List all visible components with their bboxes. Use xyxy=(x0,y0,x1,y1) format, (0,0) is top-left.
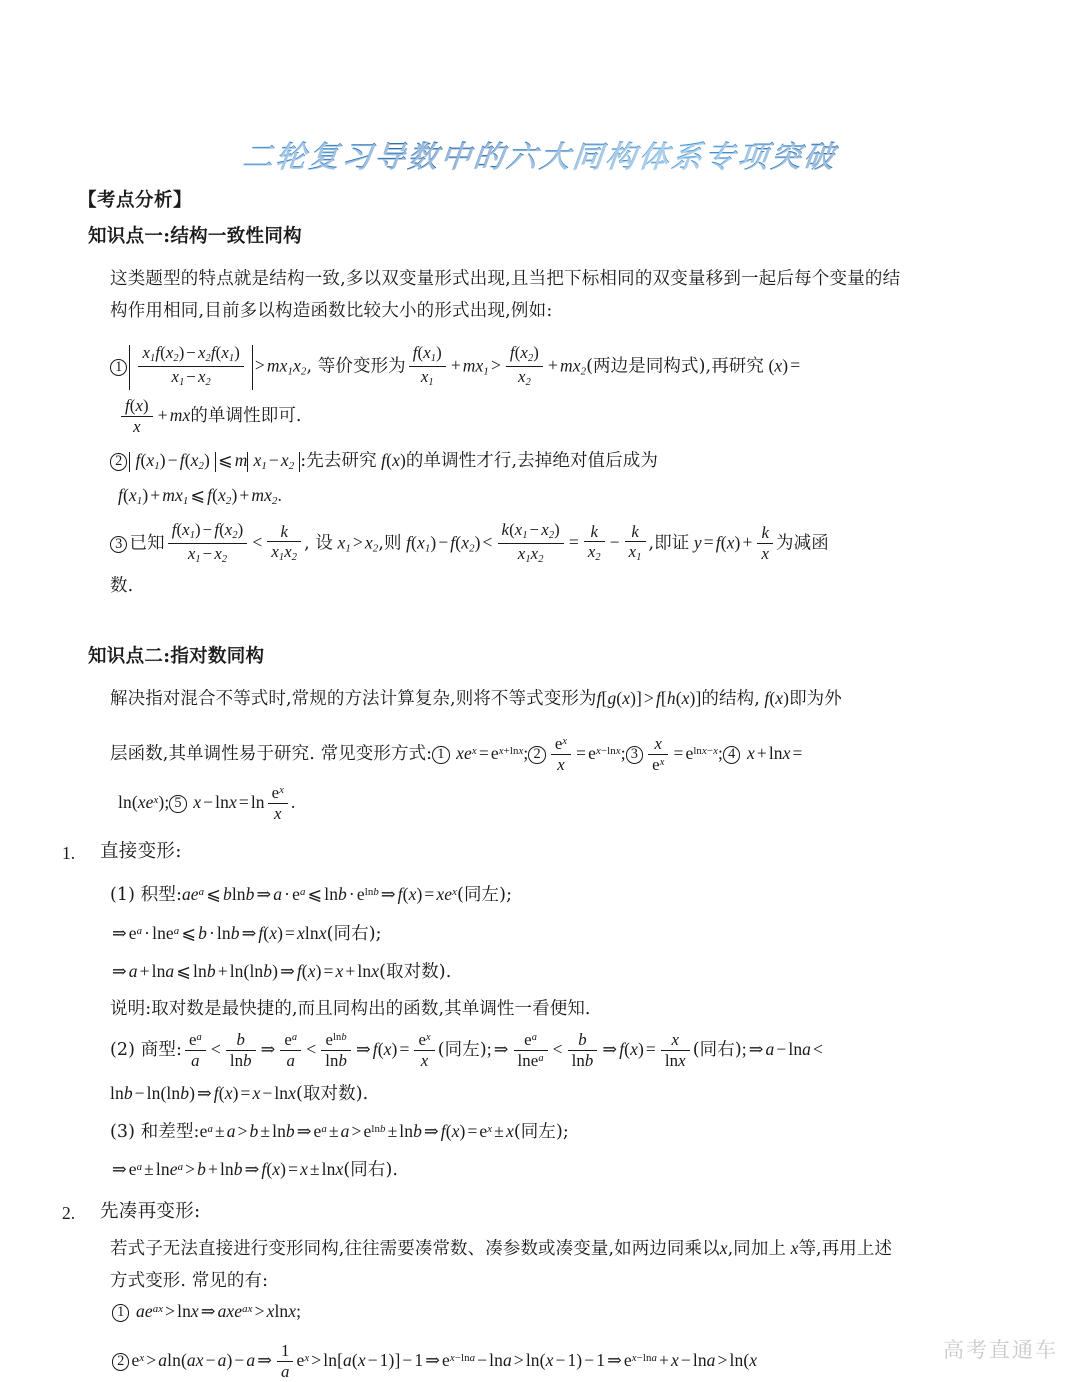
formula-product-type-line-2: ⇒ $e^a \cdot \ln e^a$ ⩽ b · lnb ⇒ f(x) = xlnx(同右); xyxy=(112,923,382,944)
explanation-label: 说明: xyxy=(110,999,152,1019)
explanation-note xyxy=(110,1001,591,1019)
product-type-tail: (同左); xyxy=(457,885,513,905)
list-number: 2. xyxy=(62,1203,76,1223)
list2-text-a: 若式子无法直接进行变形同构,往往需要凑常数、凑参数或凑变量,如两边同乘以 xyxy=(110,1239,720,1259)
kp1-formula-3-text-c: ,即证 xyxy=(648,533,690,554)
circled-number-2: 2 xyxy=(528,746,545,763)
kp2-text-a: 解决指对混合不等式时,常规的方法计算复杂,则将不等式变形为 xyxy=(110,689,597,709)
list2-text-c: 等,再用上述 xyxy=(798,1239,893,1259)
formula-pre-fit-1: 1 $ae^{ax} > \ln x$ ⇒ axe$^{ax}$ > xlnx; xyxy=(112,1303,301,1322)
sumdiff-type-tail: (同左); xyxy=(513,1122,569,1142)
absolute-value-group: $\frac{x_1f(x_2) - x_2f(x_1)}{x_1 - x_2}$ xyxy=(129,345,252,390)
page-title: 二轮复习导数中的六大同构体系专项突破 xyxy=(0,132,1080,176)
exam-analysis-header: 【考点分析】 xyxy=(78,190,193,211)
circled-number-2: 2 xyxy=(112,1353,129,1370)
list-item-2-paragraph-line-1: 若式子无法直接进行变形同构,往往需要凑常数、凑参数或凑变量,如两边同乘以x,同加上 x等,再用上述 xyxy=(110,1238,893,1259)
circled-number-5: 5 xyxy=(169,795,186,812)
list-item-1-number xyxy=(62,843,75,864)
product-type-tail-3: (取对数). xyxy=(379,962,452,982)
circled-number-4: 4 xyxy=(723,746,740,763)
kp1-formula-3-text-b: ,则 xyxy=(378,533,402,554)
formula-pre-fit-2: 2 $e^x > aln(ax - a) - a$ ⇒ $\frac{1}{a}$ $e^x > \ln[a(x - 1)] - 1$ ⇒ $e^{x-lna} - \ln a > \ln(x - 1) - 1$ ⇒ $e^{x-lna} + x - \ln a > \ln(x$ xyxy=(112,1343,757,1381)
sumdiff-type-label: (3) 和差型: xyxy=(110,1122,200,1142)
circled-number-1: 1 xyxy=(110,359,127,376)
kp2-paragraph-line-1: 解决指对混合不等式时,常规的方法计算复杂,则将不等式变形为f[g(x)] > f[h(x)]的结构, f(x)即为外 xyxy=(110,688,842,709)
formula-sumdiff-type-line-2: ⇒ $e^a \pm \ln e^a > b + \ln b$ ⇒ f(x) = x ± lnx(同右). xyxy=(112,1159,399,1180)
kp2-paragraph-line-2: 层函数,其单调性易于研究. 常见变形方式: 1 $xe^x = e^{x+lnx}$; 2 $\frac{e^x}{x}$ = $e^{x-lnx}$; 3 $\frac{x}{e^x}$ = $e^{lnx-x}$; 4 x + lnx = xyxy=(110,734,803,774)
kp1-paragraph-line-2: 构作用相同,目前多以构造函数比较大小的形式出现,例如: xyxy=(110,301,553,321)
product-type-tail-2: (同右); xyxy=(326,924,382,944)
list-item-2-number xyxy=(62,1203,75,1224)
quotient-type-label: (2) 商型: xyxy=(110,1040,182,1061)
circled-number-2: 2 xyxy=(110,453,127,470)
kp1-formula-1-text-b: (两边是同构式),再研究 xyxy=(586,356,765,377)
circled-number-1: 1 xyxy=(112,1304,129,1321)
kp1-formula-3-text-a: , 设 xyxy=(304,533,334,554)
tongzuo-label-1: (同左) xyxy=(437,1040,487,1061)
circled-number-3: 3 xyxy=(110,536,127,553)
kp1-formula-2-text-a: :先去研究 xyxy=(300,451,377,471)
explanation-text: 取对数是最快捷的,而且同构出的函数,其单调性一看便知. xyxy=(151,999,591,1019)
kp1-formula-3-label: 已知 xyxy=(129,533,165,554)
kp1-formula-1: 1 $\frac{x_1f(x_2) - x_2f(x_1)}{x_1 - x_2}$ > $mx_1x_2$, 等价变形为 $\frac{f(x_1)}{x_1}$ + $mx_1$ > $\frac{f(x_2)}{x_2}$ + $mx_2$(两边是同构式),再研究 (x) = xyxy=(110,345,802,390)
formula-product-type-line-3: ⇒ a + lna ⩽ lnb + ln(lnb) ⇒ f(x) = x + lnx(取对数). xyxy=(112,961,452,982)
kp2-text-d: 层函数,其单调性易于研究. 常见变形方式: xyxy=(110,744,433,765)
list-item-2-paragraph-line-2: 方式变形. 常见的有: xyxy=(110,1271,269,1291)
kp2-text-c: 即为外 xyxy=(789,689,842,709)
sumdiff-type-tail-2: (同右). xyxy=(343,1160,399,1180)
knowledge-point-2-heading: 知识点二:指对数同构 xyxy=(88,646,265,667)
formula-sumdiff-type-line-1: (3) 和差型$:e^a \pm a > b \pm \ln b$ ⇒ $e^a \pm a > e^{lnb} \pm \ln b$ ⇒ $f(x) = e^x \pm x$(同左); xyxy=(110,1121,569,1142)
knowledge-point-1-heading: 知识点一:结构一致性同构 xyxy=(88,226,302,247)
formula-product-type-line-1: (1) 积型$:ae^a$ ⩽ blnb ⇒ $a \cdot e^a$ ⩽ $\ln b \cdot e^{lnb}$ ⇒ $f(x) = xe^x$(同左); xyxy=(110,884,513,905)
kp1-formula-2-text-b: 的单调性才行,去掉绝对值后成为 xyxy=(405,451,658,471)
kp1-paragraph-line-1: 这类题型的特点就是结构一致,多以双变量形式出现,且当把下标相同的双变量移到一起后每个变量的结 xyxy=(110,269,901,289)
circled-number-1: 1 xyxy=(432,746,449,763)
product-type-label: (1) 积型: xyxy=(110,885,182,905)
quotient-type-tail: (取对数). xyxy=(296,1084,369,1104)
list-number: 1. xyxy=(62,843,76,863)
kp1-formula-2: 2 $f(x_1) - f(x_2)$ ⩽ m $x_1 - x_2$ :先去研究 f(x)的单调性才行,去掉绝对值后成为 xyxy=(110,452,658,472)
kp2-line3-tail: . xyxy=(290,792,296,813)
watermark: 高考直通车 xyxy=(943,1338,1058,1362)
kp1-formula-3: 3 已知 $\frac{f(x_1) - f(x_2)}{x_1 - x_2}$ < $\frac{k}{x_1x_2}$ , 设 $x_1 > x_2$,则 $f(x_1) - f(x_2)$ < $\frac{k(x_1 - x_2)}{x_1x_2}$ = $\frac{k}{x_2}$ − $\frac{k}{x_1}$ ,即证 y = f(x) + $\frac{k}{x}$ 为减函 xyxy=(110,522,829,567)
kp1-formula-3-text-d: 为减函 xyxy=(776,533,829,554)
kp2-paragraph-line-3: $\ln(xe^x)$; 5 x − lnx = ln $\frac{e^x}{x}$ . xyxy=(118,783,296,823)
circled-number-3: 3 xyxy=(626,746,643,763)
list-item-1-title: 直接变形: xyxy=(100,841,182,862)
kp1-formula-2-cont: $f(x_1) + mx_1$ ⩽ $f(x_2) + mx_2$. xyxy=(118,485,282,508)
formula-quotient-type-line-2: lnb − ln(lnb) ⇒ f(x) = x − lnx(取对数). xyxy=(110,1083,369,1104)
kp1-formula-3-cont: 数. xyxy=(110,576,134,596)
kp2-text-b: 的结构, xyxy=(701,689,760,709)
formula-quotient-type-line-1: (2) 商型: $\frac{e^a}{a}$ < $\frac{b}{\ln b}$ ⇒ $\frac{e^a}{a}$ < $\frac{e^{lnb}}{\ln b}$ ⇒ f(x) = $\frac{e^x}{x}$ (同左); ⇒ $\frac{e^a}{\ln e^a}$ < $\frac{b}{\ln b}$ ⇒ f(x) = $\frac{x}{\ln x}$ (同右); ⇒ a − lna < xyxy=(110,1030,824,1070)
kp1-formula-1-text-a: , 等价变形为 xyxy=(306,356,406,377)
tongyou-label-1: (同右) xyxy=(692,1040,742,1061)
list2-text-b: ,同加上 xyxy=(727,1239,787,1259)
kp1-formula-1-text-c: 的单调性即可. xyxy=(190,406,302,427)
kp1-formula-1-cont: $\frac{f(x)}{x}$ + mx的单调性即可. xyxy=(118,398,302,436)
list-item-2-title: 先凑再变形: xyxy=(100,1201,201,1222)
